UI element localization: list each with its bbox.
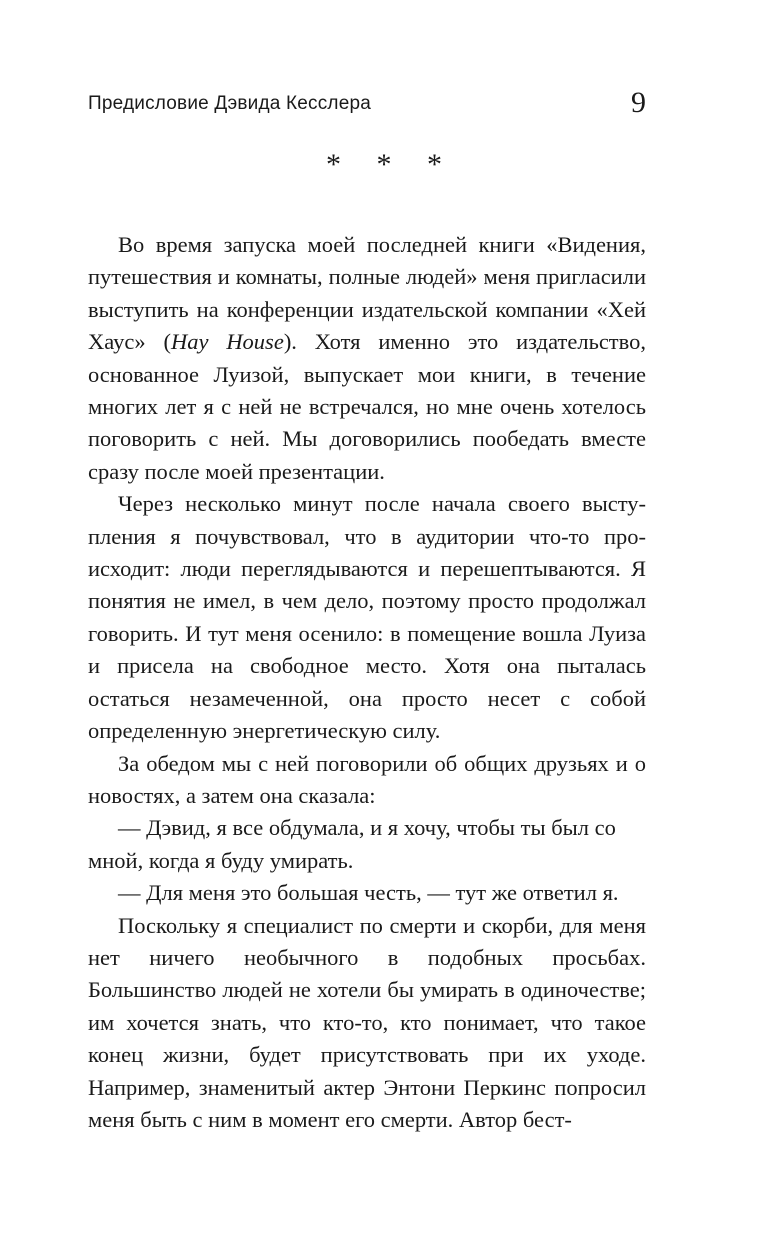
page-number: 9 — [631, 86, 646, 119]
italic-title: Hay House — [170, 329, 284, 355]
running-title: Предисловие Дэвида Кесслера — [88, 93, 372, 114]
paragraph-lunch: За обедом мы с ней поговорили об общих друзьях и о новостях, а затем она сказала: — [88, 750, 646, 808]
dialogue-david: — Для меня это большая честь, — тут же ответил я. — [118, 880, 619, 906]
paragraph-book-launch — [88, 229, 646, 488]
paragraph-text: ). Хотя именно это издательство, основанное Луизой, выпускает мои книги, в течение многих лет я с ней не встречался, но мне очень хотелось поговорить с ней. Мы договорились пообедать вместе сразу после моей презентации. — [88, 329, 646, 484]
paragraph-text: Во время запуска моей последней книги «Видения, путешествия и комнаты, полные людей» меня пригласили выступить на конференции издательской компании «Хей Хаус» ( — [88, 232, 646, 355]
section-break-asterisks: * * * — [326, 148, 456, 181]
dialogue-louise: — Дэвид, я все обдумала, и я хочу, чтобы ты был со мной, когда я буду умирать. — [88, 815, 616, 873]
body-text — [88, 229, 646, 1136]
paragraph-grief-specialist: Поскольку я специалист по смерти и скорби, для меня нет ничего необычного в подобных просьбах. Большинство людей не хотели бы умирать в одиночестве; им хочется знать, что кто-то, кто понимает, что такое конец жизни, будет присутствовать при их уходе. Например, знаменитый актер Энтони Перкинс попросил меня быть с ним в момент его смерти. Автор бест- — [88, 912, 646, 1132]
paragraph-louise-arrives: Через несколько минут после начала своего выступления я почувствовал, что в аудитории что-то происходит: люди переглядываются и перешептываются. Я понятия не имел, в чем дело, поэтому просто продолжал говорить. И тут меня осенило: в помещение вошла Луиза и присела на свободное место. Хотя она пыталась остаться незамеченной, она просто несет с собой определенную энергетическую силу. — [88, 491, 646, 744]
